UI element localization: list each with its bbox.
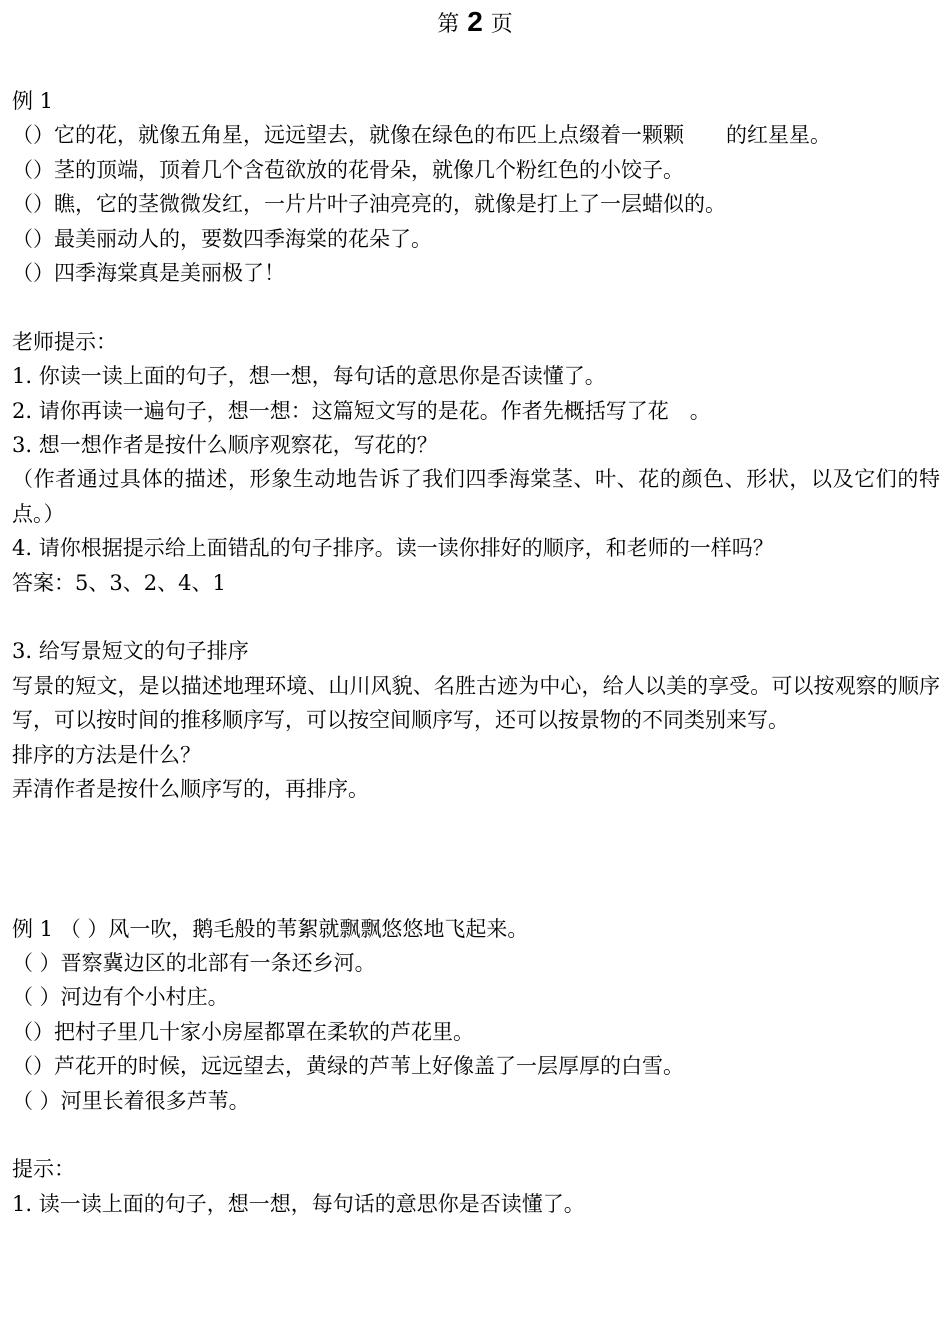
page-number: 2 [467,6,483,37]
spacer [12,290,940,324]
spacer [12,807,940,910]
teacher-tips-heading: 老师提示： [12,329,117,354]
section3-question: 排序的方法是什么？ [12,742,201,767]
section3-paragraph: 写景的短文，是以描述地理环境、山川风貌、名胜古迹为中心，给人以美的享受。可以按观察的顺序写，可以按时间的推移顺序写，可以按空间顺序写，还可以按景物的不同类别来写。 [12,673,940,733]
page-header [0,4,950,43]
spacer [12,600,940,634]
answer-line: 答案：5、3、2、4、1 [12,570,226,595]
example1-sentence: （）茎的顶端，顶着几个含苞欲放的花骨朵，就像几个粉红色的小饺子。 [12,157,684,182]
example2-sentence: （ ）河边有个小村庄。 [12,985,229,1010]
example1-heading: 例 1 [12,89,54,113]
page-suffix: 页 [490,12,513,37]
section3-answer: 弄清作者是按什么顺序写的，再排序。 [12,777,369,802]
example2-sentence: （ ）河里长着很多芦苇。 [12,1088,250,1113]
example2-sentence: 例 1 （ ）风一吹，鹅毛般的苇絮就飘飘悠悠地飞起来。 [12,916,529,941]
example1-sentence: （）四季海棠真是美丽极了！ [12,261,285,286]
example2-sentence: （）把村子里几十家小房屋都罩在柔软的芦花里。 [12,1019,474,1044]
spacer [12,1118,940,1152]
teacher-tip: 3. 想一想作者是按什么顺序观察花，写花的？ [12,433,438,458]
teacher-tip-note: （作者通过具体的描述，形象生动地告诉了我们四季海棠茎、叶、花的颜色、形状，以及它们的特点。） [12,467,940,526]
example2-sentence: （ ）晋察冀边区的北部有一条还乡河。 [12,950,376,975]
example1-sentence: （）瞧，它的茎微微发红，一片片叶子油亮亮的，就像是打上了一层蜡似的。 [12,192,726,217]
example1-sentence: （）它的花，就像五角星，远远望去，就像在绿色的布匹上点缀着一颗颗 的红星星。 [12,123,831,148]
page-prefix: 第 [437,12,460,37]
tips2-heading: 提示： [12,1157,75,1182]
document-body [12,84,940,1221]
tips2-item: 1. 读一读上面的句子，想一想，每句话的意思你是否读懂了。 [12,1191,585,1216]
teacher-tip: 4. 请你根据提示给上面错乱的句子排序。读一读你排好的顺序，和老师的一样吗？ [12,536,774,561]
section3-heading: 3. 给写景短文的句子排序 [12,639,249,664]
example1-sentence: （）最美丽动人的，要数四季海棠的花朵了。 [12,226,432,251]
example2-sentence: （）芦花开的时候，远远望去，黄绿的芦苇上好像盖了一层厚厚的白雪。 [12,1054,684,1079]
teacher-tip: 1. 你读一读上面的句子，想一想，每句话的意思你是否读懂了。 [12,364,606,389]
teacher-tip: 2. 请你再读一遍句子，想一想：这篇短文写的是花。作者先概括写了花 。 [12,398,711,423]
